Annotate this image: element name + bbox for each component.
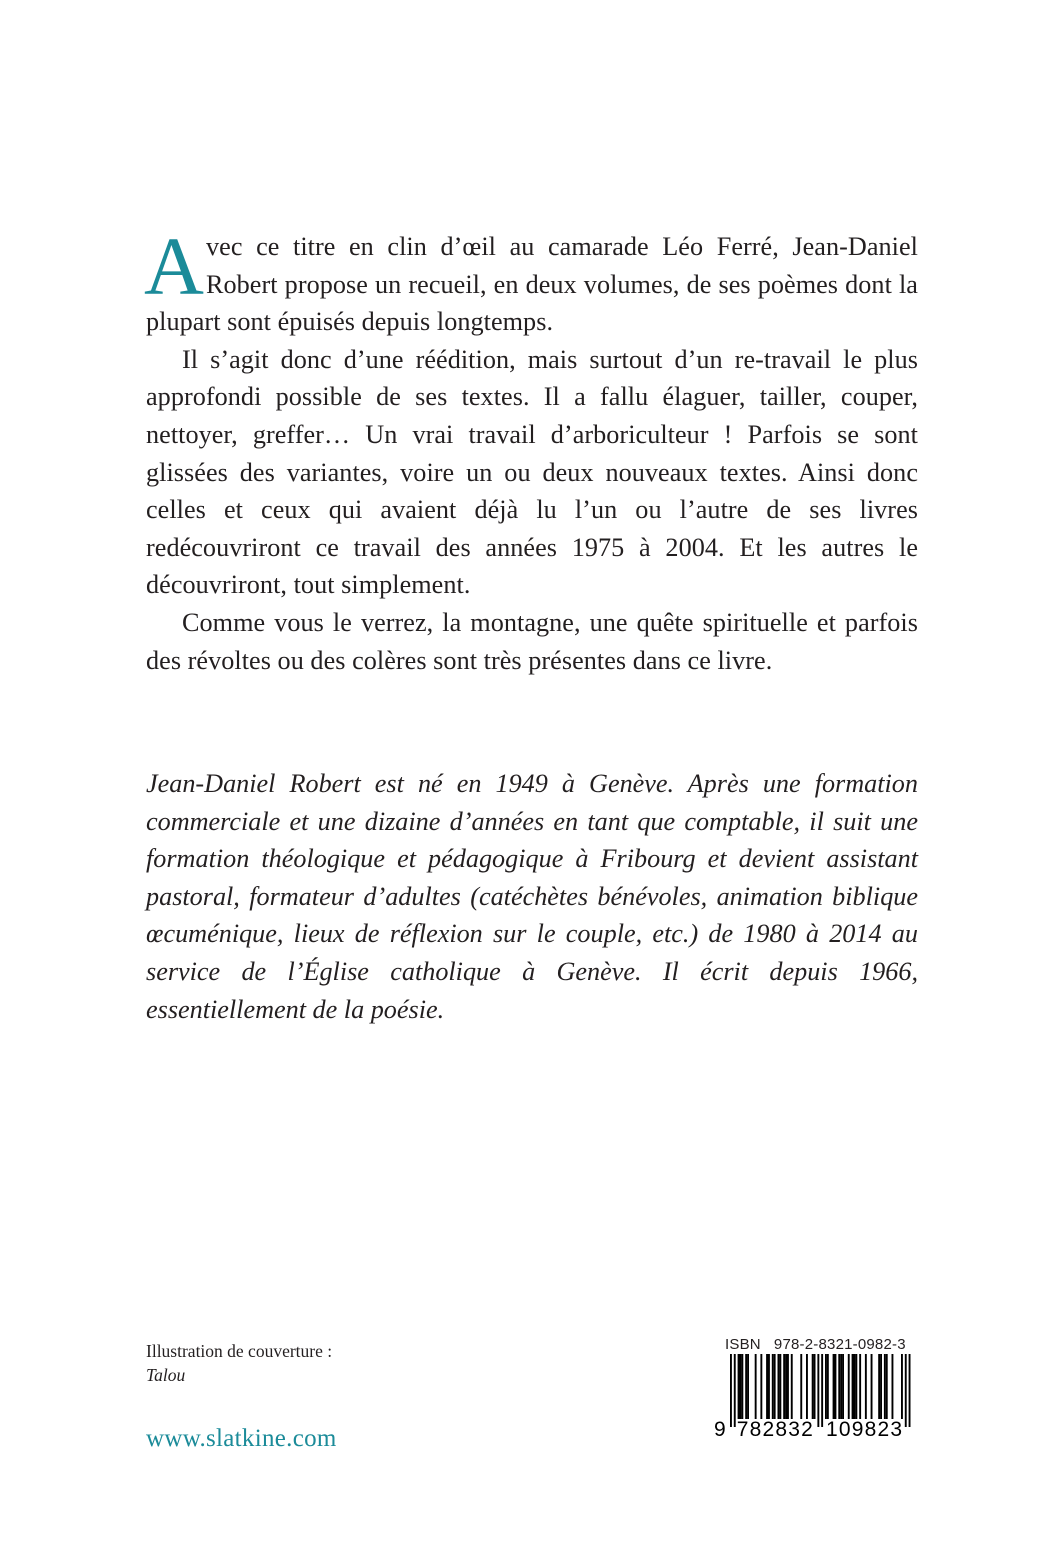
illustration-credit-label: Illustration de couverture : [146, 1341, 333, 1361]
publisher-website[interactable]: www.slatkine.com [146, 1425, 337, 1452]
barcode-guard-bar [730, 1354, 732, 1427]
barcode-bar [760, 1354, 762, 1419]
barcode-bar [878, 1354, 880, 1419]
illustration-artist: Talou [146, 1365, 186, 1385]
barcode-bar [880, 1354, 882, 1419]
barcode-bar [738, 1354, 740, 1419]
barcode-bar [755, 1354, 757, 1419]
barcode-bar [871, 1354, 873, 1419]
barcode-bar [747, 1354, 749, 1419]
barcode-bar [852, 1354, 854, 1419]
barcode-bar [854, 1354, 856, 1419]
blurb-paragraph-1-text: vec ce titre en clin d’œil au camarade Léo Ferré, Jean-Daniel Robert propose un recueil, en deux volumes, de ses poèmes dont la plupart sont épuisés depuis longtemps. [146, 232, 918, 337]
barcode-bar [838, 1354, 840, 1419]
author-bio-text: Jean-Daniel Robert est né en 1949 à Genève. Après une formation commerciale et une dizaine d’années en tant que comptable, il suit une formation théologique et pédagogique à Fribourg et devient assistant pastoral, formateur d’adultes (catéchètes bénévoles, animation biblique œcuménique, lieux de réflexion sur le couple, etc.) de 1980 à 2014 au service de l’Église catholique à Genève. Il écrit depuis 1966, essentiellement de la poésie. [146, 769, 918, 1024]
barcode-bar [806, 1354, 808, 1419]
barcode-guard-bar [909, 1354, 911, 1427]
barcode-bar [766, 1354, 768, 1419]
barcode-guard-bar [821, 1354, 823, 1427]
barcode-bar [835, 1354, 837, 1419]
author-bio [146, 765, 918, 1028]
barcode-bar [884, 1354, 886, 1419]
barcode-bar [740, 1354, 742, 1419]
blurb-paragraph-1 [144, 220, 918, 341]
illustration-credit [146, 1339, 332, 1387]
barcode-guard-bar [905, 1354, 907, 1427]
barcode-guard-bar [817, 1354, 819, 1427]
isbn-prefix: ISBN [725, 1336, 761, 1353]
barcode-bar [779, 1354, 781, 1419]
barcode-bar [840, 1354, 842, 1419]
barcode-bar [791, 1354, 793, 1419]
barcode-guard-bar [734, 1354, 736, 1427]
barcode-bar [787, 1354, 789, 1419]
barcode-bar [859, 1354, 861, 1419]
ean-right-digits: 109823 [826, 1418, 904, 1438]
barcode-bar [745, 1354, 747, 1419]
barcode-bar [855, 1354, 857, 1419]
barcode-bar [812, 1354, 814, 1419]
barcode-bar [827, 1354, 829, 1419]
ean-first-digit: 9 [714, 1418, 727, 1438]
blurb-paragraph-3: Comme vous le verrez, la montagne, une quête spirituelle et parfois des révoltes ou des colères sont très présentes dans ce livre. [146, 607, 918, 675]
barcode-bar [800, 1354, 802, 1419]
blurb-paragraph-2: Il s’agit donc d’une réédition, mais surtout d’un re-travail le plus approfondi possible de ses textes. Il a fallu élaguer, tailler, couper, nettoyer, greffer… Un vrai travail d’arboriculteur ! Parfois se sont glissées des variantes, voire un ou deux nouveaux textes. Ainsi donc celles et ceux qui avaient déjà lu l’un ou l’autre de ses livres redécouvriront ce travail des années 1975 à 2004. Et les autres le découvriront, tout simplement. [146, 344, 918, 600]
barcode-bar [774, 1354, 776, 1419]
barcode-bar [901, 1354, 903, 1419]
barcode-bar [886, 1354, 888, 1419]
barcode-bar [741, 1354, 743, 1419]
barcode-bar [865, 1354, 867, 1419]
barcode-bar [833, 1354, 835, 1419]
drop-cap: A [144, 220, 204, 312]
barcode-bar [825, 1354, 827, 1419]
barcode-bar [768, 1354, 770, 1419]
isbn-label [725, 1337, 925, 1353]
isbn-barcode-block [713, 1337, 928, 1437]
ean-left-digits: 782832 [736, 1418, 814, 1438]
ean13-barcode [713, 1354, 928, 1438]
isbn-number: 978-2-8321-0982-3 [773, 1336, 906, 1353]
barcode-bar [778, 1354, 780, 1419]
cover-blurb [144, 220, 918, 679]
barcode-bar [848, 1354, 850, 1419]
barcode-bar [892, 1354, 894, 1419]
barcode-bar [785, 1354, 787, 1419]
barcode-bar [842, 1354, 844, 1419]
barcode-bar [783, 1354, 785, 1419]
barcode-bar [772, 1354, 774, 1419]
barcode-bar [814, 1354, 816, 1419]
